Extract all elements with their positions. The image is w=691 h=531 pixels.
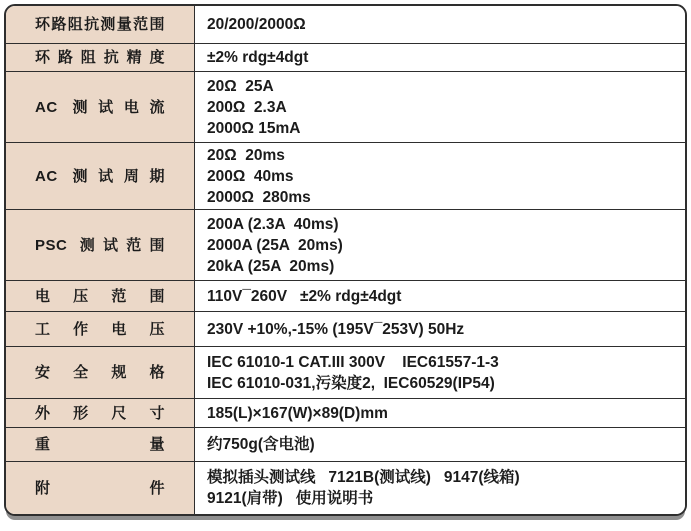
spec-label-cell bbox=[6, 72, 195, 142]
spec-value: 2000Ω 280ms bbox=[207, 188, 311, 206]
table-row-ac-test-current bbox=[6, 71, 685, 142]
table-row-loop-impedance-accuracy bbox=[6, 43, 685, 71]
spec-value: 约750g(含电池) bbox=[207, 436, 315, 453]
spec-label-cell bbox=[6, 347, 195, 398]
table-row-safety-standards bbox=[6, 346, 685, 398]
table-row-ac-test-period bbox=[6, 142, 685, 209]
spec-value-cell bbox=[195, 210, 685, 280]
table-row-voltage-range bbox=[6, 280, 685, 311]
spec-value-cell bbox=[195, 281, 685, 311]
spec-label-cell bbox=[6, 428, 195, 461]
spec-value: 230V +10%,-15% (195V¯253V) 50Hz bbox=[207, 320, 465, 338]
spec-label-cell bbox=[6, 44, 195, 71]
spec-label: 附件 bbox=[35, 479, 165, 497]
spec-value: 200A (2.3A 40ms) bbox=[207, 215, 339, 233]
spec-value: 200Ω 40ms bbox=[207, 167, 294, 185]
spec-label: 安全规格 bbox=[35, 364, 165, 381]
spec-value: 9121(肩带) 使用说明书 bbox=[207, 490, 374, 507]
spec-value-cell bbox=[195, 312, 685, 346]
spec-value-cell bbox=[195, 143, 685, 209]
spec-value: 模拟插头测试线 7121B(测试线) 9147(线箱) bbox=[207, 469, 520, 486]
spec-value: IEC 61010-031,污染度2, IEC60529(IP54) bbox=[207, 374, 495, 392]
spec-value: 2000A (25A 20ms) bbox=[207, 236, 343, 254]
spec-label: 电压范围 bbox=[35, 287, 165, 305]
table-row-loop-impedance-range bbox=[6, 6, 685, 43]
spec-value: IEC 61010-1 CAT.III 300V IEC61557-1-3 bbox=[207, 353, 499, 371]
spec-label: 外形尺寸 bbox=[35, 404, 165, 422]
spec-value: 2000Ω 15mA bbox=[207, 119, 301, 137]
spec-value-cell bbox=[195, 428, 685, 461]
spec-label-cell bbox=[6, 462, 195, 514]
spec-value-cell bbox=[195, 399, 685, 427]
spec-table bbox=[4, 4, 687, 516]
table-row-psc-test-range bbox=[6, 209, 685, 280]
spec-value-cell bbox=[195, 6, 685, 43]
spec-value: 185(L)×167(W)×89(D)mm bbox=[207, 404, 388, 422]
spec-value-cell bbox=[195, 347, 685, 398]
table-row-operating-voltage bbox=[6, 311, 685, 346]
spec-value: 20Ω 25A bbox=[207, 77, 274, 95]
spec-value: 20kA (25A 20ms) bbox=[207, 257, 335, 275]
spec-label: PSC 测试范围 bbox=[35, 236, 165, 254]
table-row-weight bbox=[6, 427, 685, 461]
spec-value: 20/200/2000Ω bbox=[207, 16, 306, 33]
spec-value: 110V¯260V ±2% rdg±4dgt bbox=[207, 287, 402, 305]
spec-label: 重量 bbox=[35, 436, 165, 453]
spec-value-cell bbox=[195, 44, 685, 71]
spec-value: 20Ω 20ms bbox=[207, 146, 285, 164]
spec-label-cell bbox=[6, 281, 195, 311]
spec-label-cell bbox=[6, 399, 195, 427]
spec-label: 环路阻抗测量范围 bbox=[35, 16, 165, 33]
spec-value: ±2% rdg±4dgt bbox=[207, 49, 309, 66]
spec-label: AC 测试周期 bbox=[35, 167, 165, 185]
spec-label: 工作电压 bbox=[35, 320, 165, 338]
spec-value: 200Ω 2.3A bbox=[207, 98, 287, 116]
spec-value-cell bbox=[195, 72, 685, 142]
spec-label-cell bbox=[6, 210, 195, 280]
table-row-dimensions bbox=[6, 398, 685, 427]
spec-label-cell bbox=[6, 312, 195, 346]
spec-value-cell bbox=[195, 462, 685, 514]
spec-label: 环路阻抗精度 bbox=[35, 49, 165, 66]
spec-label-cell bbox=[6, 143, 195, 209]
spec-label-cell bbox=[6, 6, 195, 43]
spec-label: AC 测试电流 bbox=[35, 98, 165, 116]
table-row-accessories bbox=[6, 461, 685, 514]
